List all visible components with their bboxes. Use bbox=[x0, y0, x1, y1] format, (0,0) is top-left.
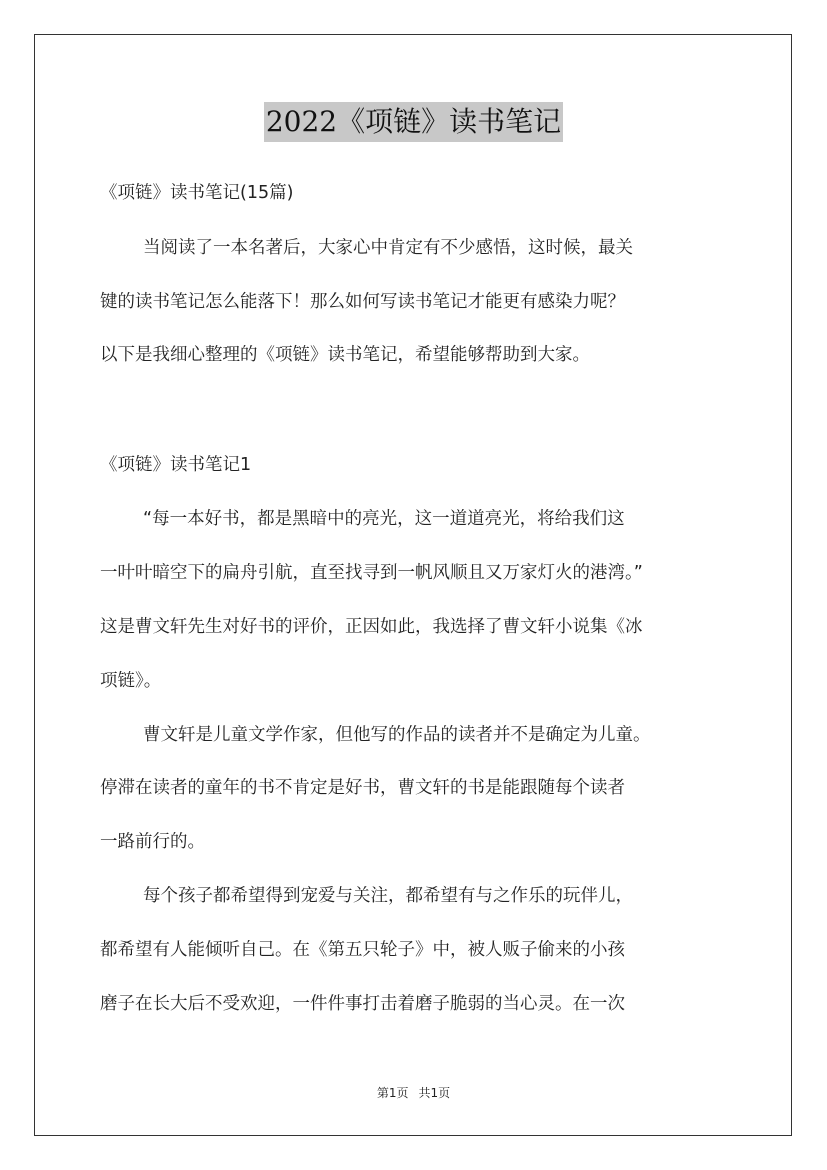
page-number-total: 共1页 bbox=[418, 1086, 451, 1100]
paragraph-line: “每一本好书，都是黑暗中的亮光，这一道道亮光，将给我们这 bbox=[143, 509, 625, 529]
paragraph-line: 项链》。 bbox=[100, 671, 162, 691]
paragraph-line: 都希望有人能倾听自己。在《第五只轮子》中，被人贩子偷来的小孩 bbox=[100, 940, 625, 960]
paragraph-line: 磨子在长大后不受欢迎，一件件事打击着磨子脆弱的当心灵。在一次 bbox=[100, 994, 625, 1014]
paragraph-line: 每个孩子都希望得到宠爱与关注，都希望有与之作乐的玩伴儿， bbox=[143, 886, 633, 906]
paragraph-line: 以下是我细心整理的《项链》读书笔记，希望能够帮助到大家。 bbox=[100, 345, 590, 365]
page-number-current: 第1页 bbox=[376, 1086, 409, 1100]
document-title: 2022《项链》读书笔记 bbox=[264, 102, 563, 142]
paragraph-line: 停滞在读者的童年的书不肯定是好书，曹文轩的书是能跟随每个读者 bbox=[100, 778, 625, 798]
paragraph-line: 一路前行的。 bbox=[100, 832, 205, 852]
paragraph-line: 一叶叶暗空下的扁舟引航，直至找寻到一帆风顺且又万家灯火的港湾。” bbox=[100, 563, 643, 583]
document-title-wrapper bbox=[0, 102, 827, 142]
document-subtitle: 《项链》读书笔记(15篇) bbox=[100, 183, 294, 203]
section-heading: 《项链》读书笔记1 bbox=[100, 455, 252, 475]
paragraph-line: 键的读书笔记怎么能落下！那么如何写读书笔记才能更有感染力呢？ bbox=[100, 292, 625, 312]
page-footer bbox=[0, 1084, 827, 1101]
paragraph-line: 曹文轩是儿童文学作家，但他写的作品的读者并不是确定为儿童。 bbox=[143, 725, 651, 745]
paragraph-line: 当阅读了一本名著后，大家心中肯定有不少感悟，这时候，最关 bbox=[143, 238, 633, 258]
paragraph-line: 这是曹文轩先生对好书的评价，正因如此，我选择了曹文轩小说集《冰 bbox=[100, 617, 643, 637]
